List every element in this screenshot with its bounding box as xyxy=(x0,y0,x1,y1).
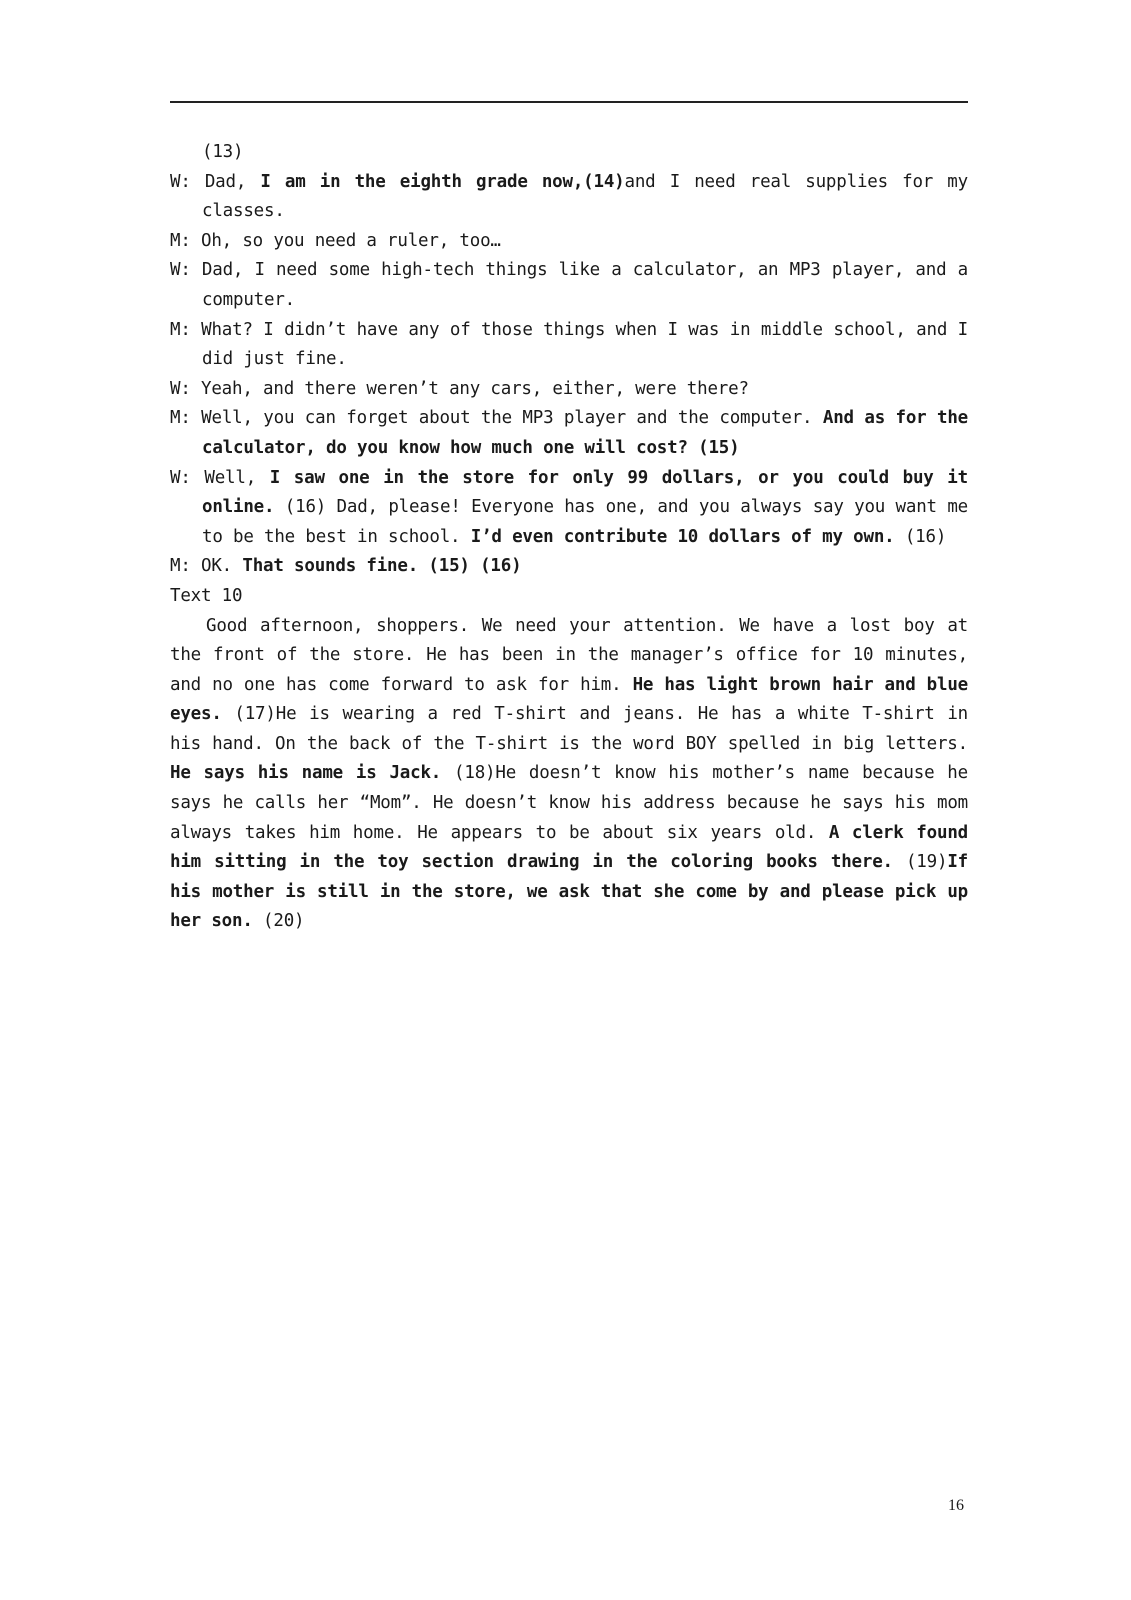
question-marker-13: (13) xyxy=(202,142,244,162)
dialogue-line-w4: W: Well, I saw one in the store for only 99 dollars, or you could buy it online. (16) Dad, please! Everyone has one, and you always say you want me to be the best in school. I’d even contribute 10 dollars of my own. (16) xyxy=(170,467,979,547)
page-number: 16 xyxy=(948,1497,964,1514)
dialogue-line-w2: W: Dad, I need some high-tech things like a calculator, an MP3 player, and a computer. xyxy=(170,260,979,310)
document-body xyxy=(170,138,979,937)
dialogue-line-w1: W: Dad, I am in the eighth grade now,(14)and I need real supplies for my classes. xyxy=(170,171,979,222)
dialogue-line-m1: M: Oh, so you need a ruler, too… xyxy=(170,230,501,251)
section-heading-text-10: Text 10 xyxy=(170,585,243,606)
header-rule xyxy=(170,101,968,103)
text-10-paragraph: Good afternoon, shoppers. We need your attention. We have a lost boy at the front of the store. He has been in the manager’s office for 10 minutes, and no one has come forward to ask for him. He has light brown hair and blue eyes. (17)He is wearing a red T-shirt and jeans. He has a white T-shirt in his hand. On the back of the T-shirt is the word BOY spelled in big letters. He says his name is Jack. (18)He doesn’t know his mother’s name because he says he calls her “Mom”. He doesn’t know his address because he says his mom always takes him home. He appears to be about six years old. A clerk found him sitting in the toy section drawing in the coloring books there. (19)If his mother is still in the store, we ask that she come by and please pick up her son. (20) xyxy=(170,615,979,932)
dialogue-line-m2: M: What? I didn’t have any of those things when I was in middle school, and I did just fine. xyxy=(170,319,979,370)
dialogue-line-w3: W: Yeah, and there weren’t any cars, either, were there? xyxy=(170,378,749,399)
dialogue-line-m4: M: OK. That sounds fine. (15) (16) xyxy=(170,556,522,577)
dialogue-line-m3: M: Well, you can forget about the MP3 player and the computer. And as for the calculator, do you know how much one will cost? (15) xyxy=(170,408,979,458)
